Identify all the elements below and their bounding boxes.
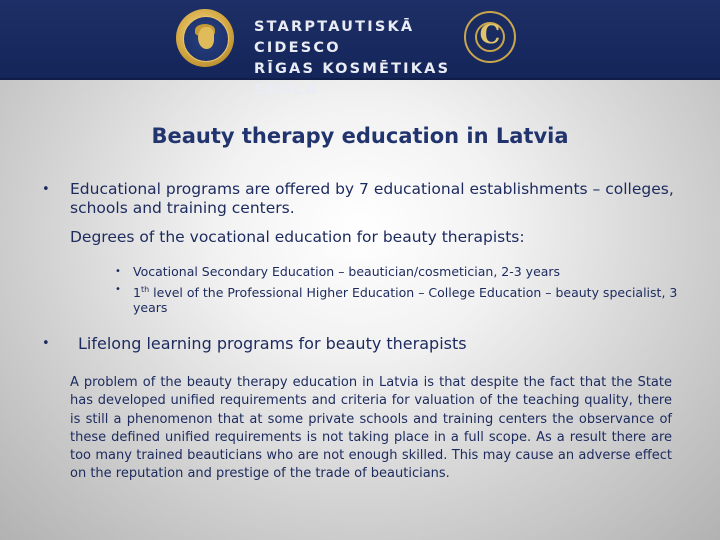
school-name-line1: STARPTAUTISKĀ CIDESCO xyxy=(254,19,415,56)
bullet-2-text: Lifelong learning programs for beauty therapists xyxy=(78,334,467,353)
cidesco-logo-letter: C xyxy=(479,20,501,50)
bullet-1-text: Educational programs are offered by 7 educational establishments – colleges, schools and training centers. xyxy=(70,180,674,217)
school-name xyxy=(254,17,454,101)
sub-bullet-dot-icon: • xyxy=(115,284,121,295)
body-paragraph: A problem of the beauty therapy education in Latvia is that despite the fact that the State has developed unified requirements and criteria for valuation of the teaching quality, there is still a phenomenon that at some private schools and training centers the observance of these defined unified requirements is not taking place in a full scope. As a result there are too many trained beauticians who are not enough skilled. This may cause an adverse effect on the reputation and prestige of the trade of beauticians. xyxy=(70,375,672,482)
bullet-dot-icon: • xyxy=(42,336,50,351)
cidesco-logo-icon xyxy=(464,11,516,63)
sub-bullet-2-body: level of the Professional Higher Education – College Education – beauty specialist, 3 years xyxy=(133,285,678,316)
school-logo-icon xyxy=(176,9,234,67)
bullet-1-subheading: Degrees of the vocational education for beauty therapists: xyxy=(70,228,525,246)
sub-bullet-2-prefix: 1 xyxy=(133,285,141,301)
header-divider xyxy=(0,78,720,80)
slide-title: Beauty therapy education in Latvia xyxy=(151,124,569,148)
bullet-dot-icon: • xyxy=(42,182,50,197)
sub-bullet-2-text xyxy=(133,282,693,315)
sub-bullet-2-superscript: th xyxy=(140,285,150,294)
header-banner xyxy=(0,0,720,98)
school-name-line2: RĪGAS KOSMĒTIKAS SKOLA xyxy=(254,61,451,98)
sub-bullet-1-text: Vocational Secondary Education – beautician/cosmetician, 2-3 years xyxy=(133,264,561,279)
sub-bullet-dot-icon: • xyxy=(115,266,121,277)
